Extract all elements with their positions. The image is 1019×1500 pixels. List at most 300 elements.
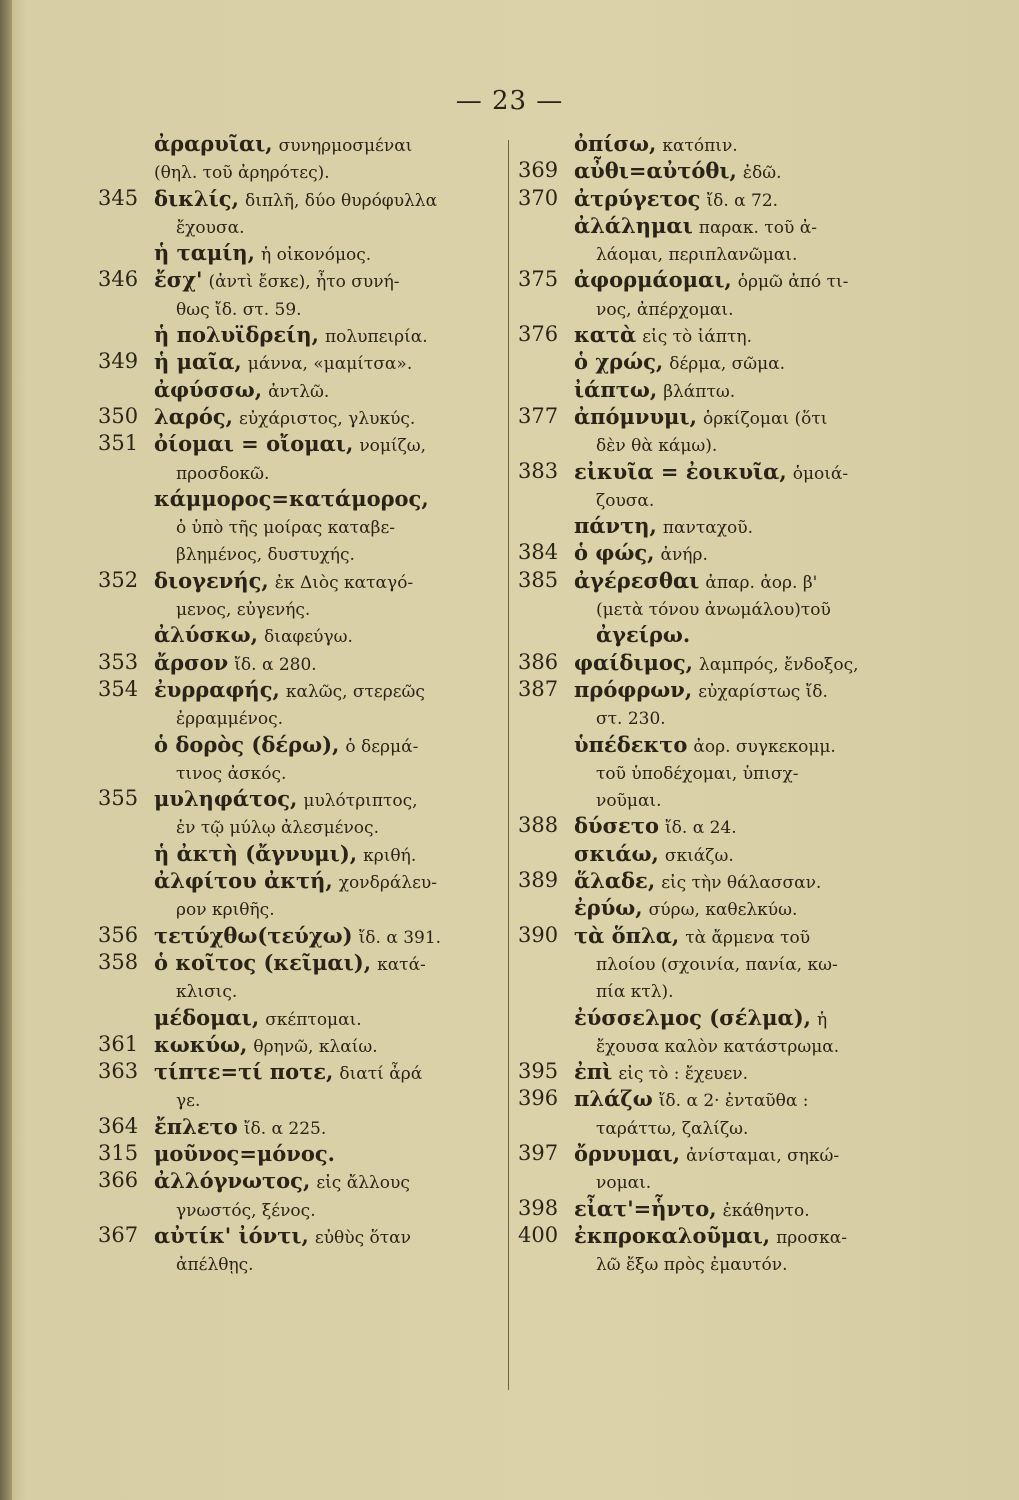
entry-text [574, 458, 848, 488]
headword: μέδομαι, [154, 1004, 260, 1030]
verse-number: 390 [518, 922, 559, 947]
gloss: νος, ἀπέρχομαι. [596, 299, 734, 320]
verse-number: 397 [518, 1140, 559, 1165]
headword: ὄρνυμαι, [574, 1140, 681, 1166]
glossary-line [518, 758, 938, 785]
glossary-line [98, 1004, 498, 1031]
verse-number: 377 [518, 403, 559, 428]
glossary-line [98, 348, 498, 375]
glossary-line [98, 1195, 498, 1222]
gloss: συνηρμοσμέναι [278, 136, 413, 156]
verse-number: 383 [518, 458, 559, 483]
verse-number: 315 [98, 1140, 139, 1165]
headword: ὀπίσω, [574, 131, 657, 156]
gloss: ἐκ Διὸς καταγό- [274, 572, 414, 593]
glossary-line [518, 239, 938, 266]
headword: ἐύσσελμος (σέλμα), [574, 1004, 811, 1030]
gloss: σκιάζω. [664, 845, 734, 866]
gloss: στ. 230. [596, 709, 666, 730]
headword: ἀφορμάομαι, [574, 267, 732, 293]
glossary-line [98, 894, 498, 921]
gloss: πία κτλ). [596, 982, 674, 1003]
entry-text [154, 321, 428, 351]
entry-text [154, 1222, 411, 1252]
glossary-line [98, 185, 498, 212]
glossary-line [98, 1249, 498, 1276]
glossary-line [518, 1113, 938, 1140]
gloss: ὁμοιά- [792, 463, 849, 484]
gloss: εἰς ἄλλους [316, 1173, 410, 1194]
entry-text [154, 1113, 326, 1143]
gloss: ζουσα. [596, 490, 655, 511]
glossary-line [518, 321, 938, 348]
gloss: ταράττω, ζαλίζω. [596, 1118, 749, 1139]
glossary-line [98, 376, 498, 403]
glossary-line [98, 403, 498, 430]
gloss: πλοίου (σχοινία, πανία, κω- [596, 954, 838, 975]
glossary-line [98, 157, 498, 184]
glossary-line [98, 1031, 498, 1058]
verse-number: 355 [98, 786, 139, 811]
entry-text [154, 949, 426, 979]
gloss: τὰ ἄρμενα τοῦ [685, 927, 811, 948]
headword: διογενής, [154, 567, 269, 593]
gloss: μυλότριπτος, [303, 791, 418, 812]
gloss: γνωστός, ξένος. [176, 1200, 316, 1221]
gloss: εἰς τὸ : ἔχευεν. [618, 1064, 749, 1085]
headword: ἅλαδε, [574, 868, 656, 894]
gloss: ἐρραμμένος. [176, 709, 283, 730]
entry-text [154, 430, 426, 460]
gloss: ὁ δερμά- [345, 736, 419, 757]
gloss: εὐχαρίστως ἴδ. [698, 681, 828, 702]
gloss: εἰς τὴν θάλασσαν. [661, 873, 822, 894]
headword: ὑπέδεκτο [574, 731, 688, 757]
entry-text [154, 157, 330, 187]
entry-text [574, 731, 836, 761]
gloss: ἀντλῶ. [268, 381, 330, 402]
gloss: κατόπιν. [662, 136, 738, 156]
glossary-line [98, 840, 498, 867]
entry-text [154, 185, 437, 215]
gloss: ἴδ. α 2· ἐνταῦθα : [658, 1091, 809, 1112]
gloss: εἰς τὸ ἰάπτη. [642, 327, 753, 348]
glossary-line [98, 512, 498, 539]
glossary-line [518, 894, 938, 921]
glossary-line [518, 703, 938, 730]
gloss: ἀπέλθῃς. [176, 1255, 254, 1276]
verse-number: 356 [98, 922, 139, 947]
entry-text [154, 621, 353, 651]
gloss: βλάπτω. [663, 381, 736, 402]
entry-text [154, 867, 437, 897]
gloss: ἴδ. α 225. [243, 1118, 327, 1139]
glossary-line [98, 649, 498, 676]
gloss: διπλῆ, δύο θυρόφυλλα [244, 190, 438, 211]
headword: μυληφάτος, [154, 786, 298, 812]
headword: ἀπόμνυμι, [574, 403, 697, 429]
glossary-line [98, 731, 498, 758]
headword: αὖθι=αὐτόθι, [574, 158, 737, 184]
headword: ἀγείρω. [596, 622, 691, 648]
glossary-line [518, 1140, 938, 1167]
verse-number: 367 [98, 1222, 139, 1247]
gloss: ἀπαρ. ἀορ. β' [705, 572, 818, 593]
gloss: πολυπειρία. [324, 327, 428, 348]
headword: ἀφύσσω, [154, 376, 263, 402]
entry-text [574, 321, 752, 351]
entry-text [176, 294, 302, 324]
headword: ὁ χρώς, [574, 349, 664, 375]
gloss: νομίζω, [359, 436, 427, 457]
entry-text [574, 894, 797, 924]
headword: ἐκπροκαλοῦμαι, [574, 1222, 771, 1248]
glossary-line [518, 621, 938, 648]
entry-text [176, 1195, 316, 1225]
glossary-line [98, 539, 498, 566]
entry-text [596, 703, 666, 733]
entry-text [574, 157, 782, 187]
verse-number: 395 [518, 1059, 559, 1084]
entry-text [154, 840, 416, 870]
gloss: δέρμα, σῶμα. [669, 354, 786, 375]
entry-text [596, 976, 674, 1006]
glossary-line [98, 758, 498, 785]
gloss: ρον κριθῆς. [176, 900, 275, 921]
entry-text [574, 867, 821, 897]
headword: ἀλφίτου ἀκτή, [154, 868, 333, 894]
verse-number: 398 [518, 1195, 559, 1220]
headword: ἀγέρεσθαι [574, 567, 700, 593]
glossary-line [518, 1031, 938, 1058]
entry-text [574, 1004, 827, 1034]
glossary-line [518, 840, 938, 867]
gloss: γε. [176, 1091, 201, 1112]
gloss: ἡ [817, 1009, 828, 1030]
entry-text [176, 812, 379, 842]
gloss: ὁρκίζομαι (ὅτι [702, 408, 828, 429]
gloss: θως ἴδ. στ. 59. [176, 299, 302, 320]
entry-text [574, 676, 828, 706]
glossary-line [98, 922, 498, 949]
glossary-line [518, 949, 938, 976]
entry-text [596, 1031, 839, 1061]
glossary-line [98, 676, 498, 703]
gloss: χονδράλευ- [338, 873, 437, 894]
headword: δύσετο [574, 813, 659, 839]
glossary-line [518, 430, 938, 457]
page-binding [0, 0, 12, 1500]
headword: ἔπλετο [154, 1113, 238, 1139]
entry-text [596, 430, 717, 460]
gloss: εὐθὺς ὅταν [314, 1227, 411, 1248]
gloss: θρηνῶ, κλαίω. [253, 1036, 378, 1057]
gloss: παρακ. τοῦ ἀ- [698, 217, 817, 238]
verse-number: 385 [518, 567, 559, 592]
verse-number: 352 [98, 567, 139, 592]
headword: ἀτρύγετος [574, 185, 701, 211]
glossary-line [518, 348, 938, 375]
verse-number: 358 [98, 949, 139, 974]
verse-number: 400 [518, 1222, 559, 1247]
page-number: — 23 — [455, 86, 564, 116]
entry-text [574, 212, 817, 242]
verse-number: 387 [518, 676, 559, 701]
headword: πλάζω [574, 1086, 653, 1112]
headword: ἰάπτω, [574, 376, 658, 402]
headword: ὁ δορὸς (δέρω), [154, 731, 340, 757]
headword: ἡ μαῖα, [154, 349, 242, 375]
gloss: εὐχάριστος, γλυκύς. [239, 408, 416, 429]
headword: δικλίς, [154, 185, 239, 211]
entry-text [154, 403, 415, 433]
gloss: ἴδ. α 72. [706, 190, 779, 211]
glossary-line [518, 1167, 938, 1194]
entry-text [154, 731, 418, 761]
glossary-line [518, 539, 938, 566]
glossary-line [98, 130, 498, 157]
verse-number: 361 [98, 1031, 139, 1056]
headword: ἡ πολυϊδρείη, [154, 322, 319, 348]
headword: πάντη, [574, 513, 657, 539]
verse-number: 376 [518, 322, 559, 347]
left-column [98, 130, 498, 1276]
entry-text [154, 239, 371, 269]
headword: ἀλάλημαι [574, 212, 693, 238]
entry-text [154, 785, 418, 815]
gloss: λάομαι, περιπλανῶμαι. [596, 245, 798, 266]
gloss: τινος ἀσκός. [176, 763, 287, 784]
glossary-line [518, 594, 938, 621]
verse-number: 388 [518, 813, 559, 838]
entry-text [154, 649, 317, 679]
gloss: μενος, εὐγενής. [176, 600, 311, 621]
headword: αὐτίκ' ἰόντι, [154, 1222, 309, 1248]
verse-number: 351 [98, 431, 139, 456]
glossary-line [98, 594, 498, 621]
gloss: λῶ ἔξω πρὸς ἐμαυτόν. [596, 1255, 788, 1276]
verse-number: 345 [98, 185, 139, 210]
glossary-line [518, 458, 938, 485]
headword: ἄρσον [154, 649, 229, 675]
entry-text [596, 785, 662, 815]
entry-text [574, 922, 810, 952]
entry-text [154, 376, 329, 406]
entry-text [574, 266, 848, 296]
verse-number: 369 [518, 158, 559, 183]
glossary-line [518, 376, 938, 403]
entry-text [154, 485, 429, 515]
glossary-line [518, 185, 938, 212]
entry-text [574, 1058, 748, 1088]
entry-text [596, 621, 690, 651]
entry-text [596, 1167, 651, 1197]
gloss: ἐν τῷ μύλῳ ἀλεσμένος. [176, 818, 379, 839]
entry-text [574, 649, 859, 679]
glossary-line [98, 1113, 498, 1140]
entry-text [176, 703, 283, 733]
entry-text [574, 567, 817, 597]
entry-text [574, 1195, 810, 1225]
headword: ὀίομαι = οἴομαι, [154, 431, 354, 457]
right-column [518, 130, 938, 1276]
entry-text [176, 512, 395, 542]
gloss: ἔχουσα καλὸν κατάστρωμα. [596, 1036, 840, 1057]
headword: ἡ ταμίη, [154, 240, 255, 266]
verse-number: 384 [518, 540, 559, 565]
entry-text [154, 1031, 378, 1061]
column-divider [508, 140, 509, 1390]
gloss: ἐδῶ. [742, 163, 782, 184]
glossary-line [518, 922, 938, 949]
glossary-line [518, 976, 938, 1003]
entry-text [574, 512, 753, 542]
glossary-line [518, 649, 938, 676]
glossary-line [518, 1085, 938, 1112]
headword: εἰκυῖα = ἐοικυῖα, [574, 458, 787, 484]
headword: τίπτε=τί ποτε, [154, 1059, 334, 1085]
gloss: λαμπρός, ἔνδοξος, [699, 654, 859, 675]
headword: φαίδιμος, [574, 649, 693, 675]
gloss: νομαι. [596, 1173, 652, 1194]
entry-text [574, 130, 738, 160]
gloss: καλῶς, στερεῶς [285, 681, 425, 702]
verse-number: 389 [518, 868, 559, 893]
headword: ὁ φώς, [574, 540, 655, 566]
entry-text [154, 1140, 335, 1170]
headword: ἔσχ' [154, 267, 203, 293]
entry-text [574, 185, 778, 215]
gloss: ἴδ. α 391. [358, 927, 442, 948]
verse-number: 363 [98, 1059, 139, 1084]
glossary-line [98, 485, 498, 512]
entry-text [596, 294, 734, 324]
headword: ἡ ἀκτὴ (ἄγνυμι), [154, 840, 358, 866]
entry-text [154, 1004, 362, 1034]
gloss: τοῦ ὑποδέχομαι, ὑπισχ- [596, 763, 799, 784]
glossary-line [518, 403, 938, 430]
gloss: διαφεύγω. [264, 627, 353, 648]
entry-text [176, 594, 310, 624]
gloss: ἀνίσταμαι, σηκώ- [686, 1145, 840, 1166]
entry-text [596, 594, 831, 624]
entry-text [596, 1113, 748, 1143]
glossary-line [98, 1167, 498, 1194]
gloss: ὁρμῶ ἀπό τι- [737, 272, 849, 293]
glossary-line [98, 949, 498, 976]
headword: τὰ ὅπλα, [574, 922, 680, 948]
glossary-line [98, 703, 498, 730]
glossary-line [518, 157, 938, 184]
glossary-line [98, 239, 498, 266]
glossary-line [98, 867, 498, 894]
gloss: ἴδ. α 24. [665, 818, 737, 839]
headword: κατὰ [574, 322, 637, 348]
glossary-line [518, 512, 938, 539]
entry-text [154, 130, 412, 160]
glossary-line [518, 785, 938, 812]
headword: ἀλλόγνωτος, [154, 1168, 311, 1194]
verse-number: 364 [98, 1113, 139, 1138]
glossary-line [518, 567, 938, 594]
gloss: κλισις. [176, 982, 238, 1003]
verse-number: 349 [98, 349, 139, 374]
headword: κωκύω, [154, 1031, 248, 1057]
glossary-line [518, 485, 938, 512]
glossary-line [518, 731, 938, 758]
glossary-line [518, 1222, 938, 1249]
gloss: ἀορ. συγκεκομμ. [693, 736, 836, 757]
headword: εἶατ'=ἧντο, [574, 1195, 717, 1221]
gloss: ἀνήρ. [660, 545, 708, 566]
entry-text [596, 949, 838, 979]
gloss: σύρω, καθελκύω. [648, 900, 798, 921]
verse-number: 350 [98, 403, 139, 428]
verse-number: 353 [98, 649, 139, 674]
gloss: πανταχοῦ. [662, 518, 754, 539]
gloss: κατά- [377, 954, 426, 975]
entry-text [176, 539, 355, 569]
headword: ἐπὶ [574, 1059, 613, 1085]
entry-text [176, 458, 269, 488]
glossary-line [98, 567, 498, 594]
entry-text [596, 758, 799, 788]
gloss: ἡ οἰκονόμος. [261, 245, 372, 266]
entry-text [154, 1167, 410, 1197]
headword: λαρός, [154, 403, 233, 429]
entry-text [154, 567, 413, 597]
glossary-line [98, 785, 498, 812]
entry-text [154, 348, 412, 378]
glossary-line [98, 621, 498, 648]
glossary-line [98, 812, 498, 839]
gloss: μάννα, «μαμίτσα». [247, 354, 413, 375]
verse-number: 370 [518, 185, 559, 210]
entry-text [154, 1058, 422, 1088]
gloss: διατί ἆρά [339, 1064, 423, 1085]
glossary-line [518, 867, 938, 894]
glossary-line [98, 1058, 498, 1085]
gloss: ἔχουσα. [176, 217, 245, 238]
glossary-line [98, 458, 498, 485]
gloss: δὲν θὰ κάμω). [596, 436, 718, 457]
glossary-line [518, 1058, 938, 1085]
headword: πρόφρων, [574, 676, 693, 702]
entry-text [574, 539, 708, 569]
entry-text [176, 894, 275, 924]
entry-text [574, 840, 734, 870]
entry-text [596, 239, 797, 269]
entry-text [574, 348, 785, 378]
headword: ἐρύω, [574, 895, 643, 921]
entry-text [176, 212, 244, 242]
gloss: ὁ ὑπὸ τῆς μοίρας καταβε- [176, 518, 396, 539]
glossary-line [98, 1222, 498, 1249]
headword: ἀραρυῖαι, [154, 131, 273, 156]
entry-text [154, 922, 441, 952]
gloss: (μετὰ τόνου ἀνωμάλου)τοῦ [596, 600, 831, 621]
entry-text [596, 1249, 787, 1279]
entry-text [154, 676, 425, 706]
gloss: ἐκάθηντο. [722, 1200, 810, 1221]
verse-number: 375 [518, 267, 559, 292]
glossary-line [518, 812, 938, 839]
headword: ὁ κοῖτος (κεῖμαι), [154, 949, 372, 975]
glossary-line [518, 1195, 938, 1222]
headword: σκιάω, [574, 840, 659, 866]
entry-text [176, 1085, 200, 1115]
glossary-line [518, 130, 938, 157]
